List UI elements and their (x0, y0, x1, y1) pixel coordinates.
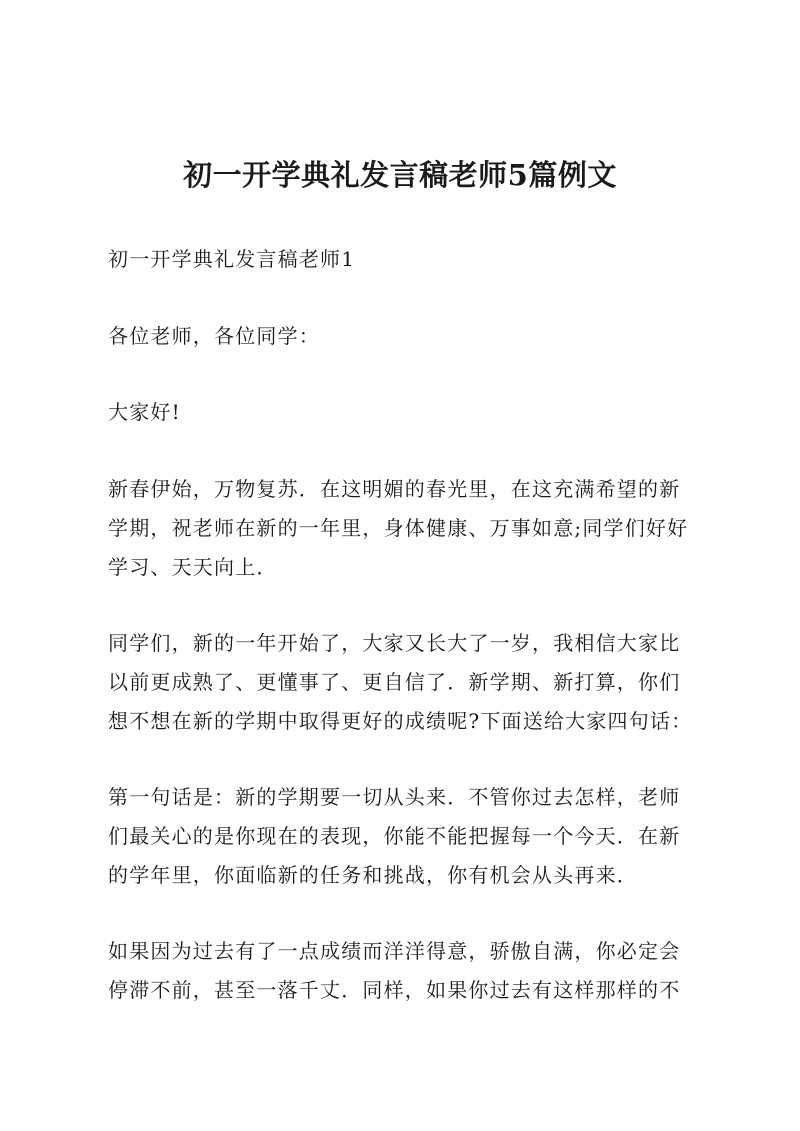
paragraph-new-year (108, 624, 698, 740)
paragraph-line: 同学们，新的一年开始了，大家又长大了一岁，我相信大家比 (108, 631, 681, 656)
paragraph-line: 停滞不前，甚至一落千丈．同样，如果你过去有这样那样的不 (108, 978, 681, 1003)
paragraph-line: 学习、天天向上． (108, 554, 278, 579)
paragraph-first-sentence (108, 778, 698, 894)
document-body (108, 240, 698, 1048)
paragraph-line: 以前更成熟了、更懂事了、更自信了．新学期、新打算，你们 (108, 669, 681, 694)
paragraph-line: 如果因为过去有了一点成绩而洋洋得意，骄傲自满，你必定会 (108, 939, 681, 964)
paragraph-line: 新春伊始，万物复苏．在这明媚的春光里，在这充满希望的新 (108, 477, 681, 502)
paragraph-hello (108, 393, 698, 432)
paragraph-line: 大家好! (108, 400, 181, 425)
paragraph-line: 初一开学典礼发言稿老师1 (108, 247, 356, 271)
paragraph-greeting-audience (108, 317, 698, 356)
paragraph-line: 学期，祝老师在新的一年里，身体健康、万事如意;同学们好好 (108, 515, 689, 540)
paragraph-line: 的学年里，你面临新的任务和挑战，你有机会从头再来． (108, 862, 638, 887)
document-title: 初一开学典礼发言稿老师5篇例文 (183, 158, 617, 192)
paragraph-new-spring (108, 470, 698, 586)
paragraph-line: 各位老师，各位同学： (108, 323, 320, 348)
paragraph-line: 第一句话是：新的学期要一切从头来．不管你过去怎样，老师 (108, 785, 681, 810)
paragraph-if-past (108, 932, 698, 1009)
paragraph-line: 想不想在新的学期中取得更好的成绩呢?下面送给大家四句话： (108, 708, 693, 733)
paragraph-line: 们最关心的是你现在的表现，你能不能把握每一个今天．在新 (108, 824, 681, 849)
paragraph-subtitle (108, 240, 698, 279)
